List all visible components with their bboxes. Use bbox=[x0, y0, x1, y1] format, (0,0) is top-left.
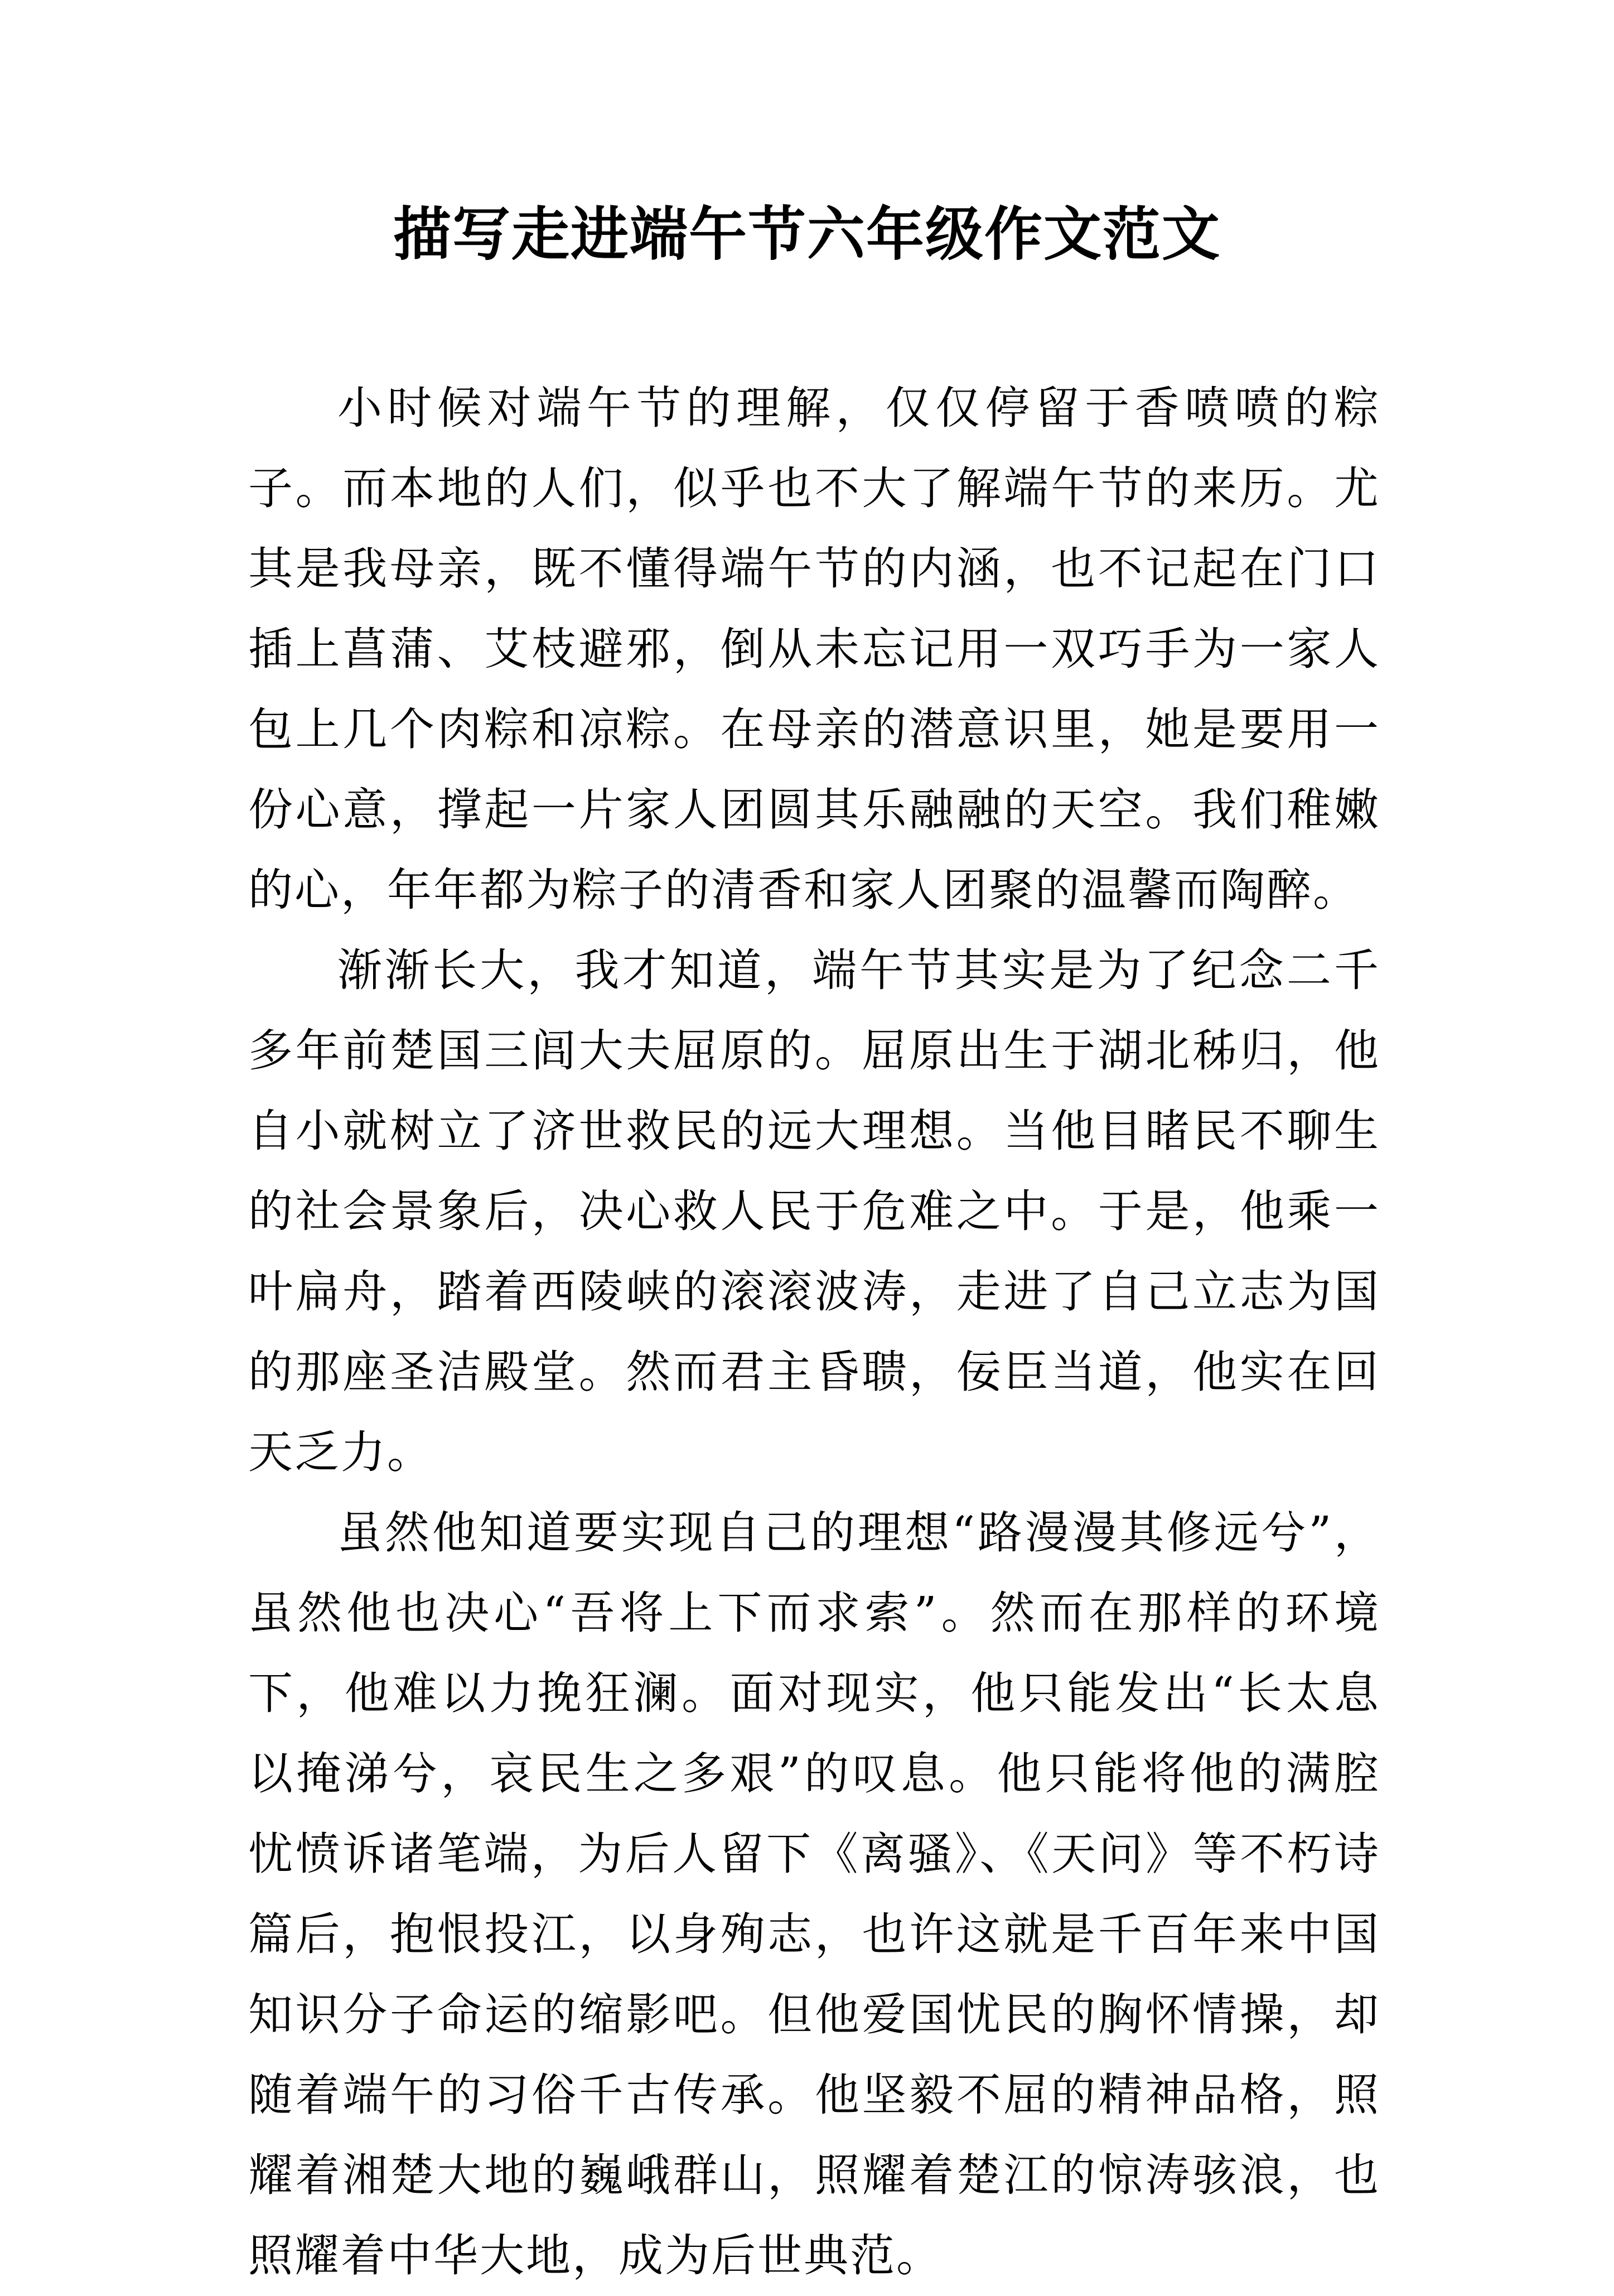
document-body bbox=[248, 368, 1380, 2296]
paragraph-1: 小时候对端午节的理解，仅仅停留于香喷喷的粽子。而本地的人们，似乎也不大了解端午节的来历。尤其是我母亲，既不懂得端午节的内涵，也不记起在门口插上菖蒲、艾枝避邪，倒从未忘记用一双巧手为一家人包上几个肉粽和凉粽。在母亲的潜意识里，她是要用一份心意，撑起一片家人团圆其乐融融的天空。我们稚嫩的心，年年都为粽子的清香和家人团聚的温馨而陶醉。 bbox=[248, 382, 1380, 916]
document-title: 描写走进端午节六年级作文范文 bbox=[393, 200, 1221, 268]
paragraph-3: 虽然他知道要实现自己的理想“路漫漫其修远兮”，虽然他也决心“吾将上下而求索”。然而在那样的环境下，他难以力挽狂澜。面对现实，他只能发出“长太息以掩涕兮，哀民生之多艰”的叹息。他只能将他的满腔忧愤诉诸笔端，为后人留下《离骚》、《天问》等不朽诗篇后，抱恨投江，以身殉志，也许这就是千百年来中国知识分子命运的缩影吧。但他爱国忧民的胸怀情操，却随着端午的习俗千古传承。他坚毅不屈的精神品格，照耀着湘楚大地的巍峨群山，照耀着楚江的惊涛骇浪，也照耀着中华大地，成为后世典范。 bbox=[248, 1507, 1380, 2281]
paragraph-2: 渐渐长大，我才知道，端午节其实是为了纪念二千多年前楚国三闾大夫屈原的。屈原出生于湖北秭归，他自小就树立了济世救民的远大理想。当他目睹民不聊生的社会景象后，决心救人民于危难之中。于是，他乘一叶扁舟，踏着西陵峡的滚滚波涛，走进了自己立志为国的那座圣洁殿堂。然而君主昏聩，佞臣当道，他实在回天乏力。 bbox=[248, 944, 1380, 1478]
